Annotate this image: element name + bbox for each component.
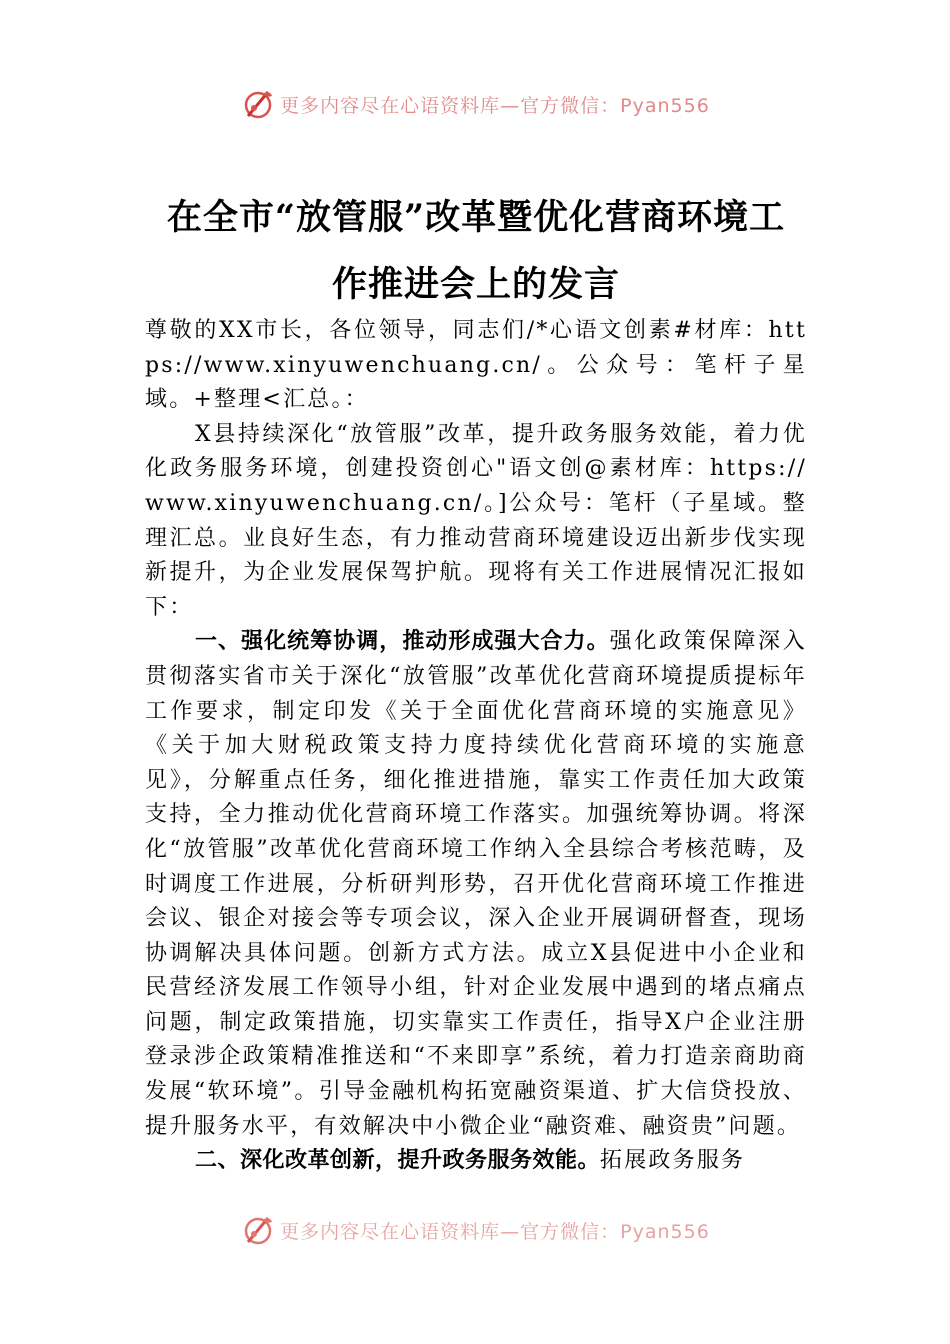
quill-pen-logo-icon <box>240 1212 276 1248</box>
document-body <box>145 314 807 1179</box>
salutation-paragraph: 尊敬的XX市长，各位领导，同志们/*心语文创素#材库：https://www.xinyuwenchuang.cn/。公众号：笔杆子星域。+整理<汇总。： <box>145 318 807 413</box>
section-two-body: 拓展政务服务 <box>600 1148 746 1174</box>
section-two-paragraph <box>145 1144 807 1179</box>
section-two-heading: 二、深化改革创新，提升政务服务效能。 <box>195 1148 601 1174</box>
section-one-paragraph <box>145 625 807 1144</box>
section-one-heading: 一、强化统筹协调，推动形成强大合力。 <box>195 629 610 655</box>
intro-paragraph: X县持续深化“放管服”改革，提升政务服务效能，着力优化政务服务环境，创建投资创心"语文创@素材库：https://www.xinyuwenchuang.cn/。]公众号：笔杆（子星域。整理汇总。业良好生态，有力推动营商环境建设迈出新步伐实现新提升，为企业发展保驾护航。现将有关工作进展情况汇报如下： <box>145 421 807 620</box>
watermark-text-footer: 更多内容尽在心语资料库—官方微信：Pyan556 <box>280 1220 710 1243</box>
footer-watermark <box>0 1212 950 1248</box>
quill-pen-logo-icon <box>240 86 276 122</box>
watermark-text: 更多内容尽在心语资料库—官方微信：Pyan556 <box>280 94 710 117</box>
document-title-line-2: 作推进会上的发言 <box>331 264 620 305</box>
document-title-line-1: 在全市“放管服”改革暨优化营商环境工 <box>166 197 786 238</box>
header-watermark <box>0 86 950 122</box>
section-one-body: 强化政策保障深入贯彻落实省市关于深化“放管服”改革优化营商环境提质提标年工作要求，制定印发《关于全面优化营商环境的实施意见》《关于加大财税政策支持力度持续优化营商环境的实施意见》，分解重点任务，细化推进措施，靠实工作责任加大政策支持，全力推动优化营商环境工作落实。加强统筹协调。将深化“放管服”改革优化营商环境工作纳入全县综合考核范畴，及时调度工作进展，分析研判形势，召开优化营商环境工作推进会议、银企对接会等专项会议，深入企业开展调研督查，现场协调解决具体问题。创新方式方法。成立X县促进中小企业和民营经济发展工作领导小组，针对企业发展中遇到的堵点痛点问题，制定政策措施，切实靠实工作责任，指导X户企业注册登录涉企政策精准推送和“不来即享”系统，着力打造亲商助商发展“软环境”。引导金融机构拓宽融资渠道、扩大信贷投放、提升服务水平，有效解决中小微企业“融资难、融资贵”问题。 <box>145 629 807 1139</box>
